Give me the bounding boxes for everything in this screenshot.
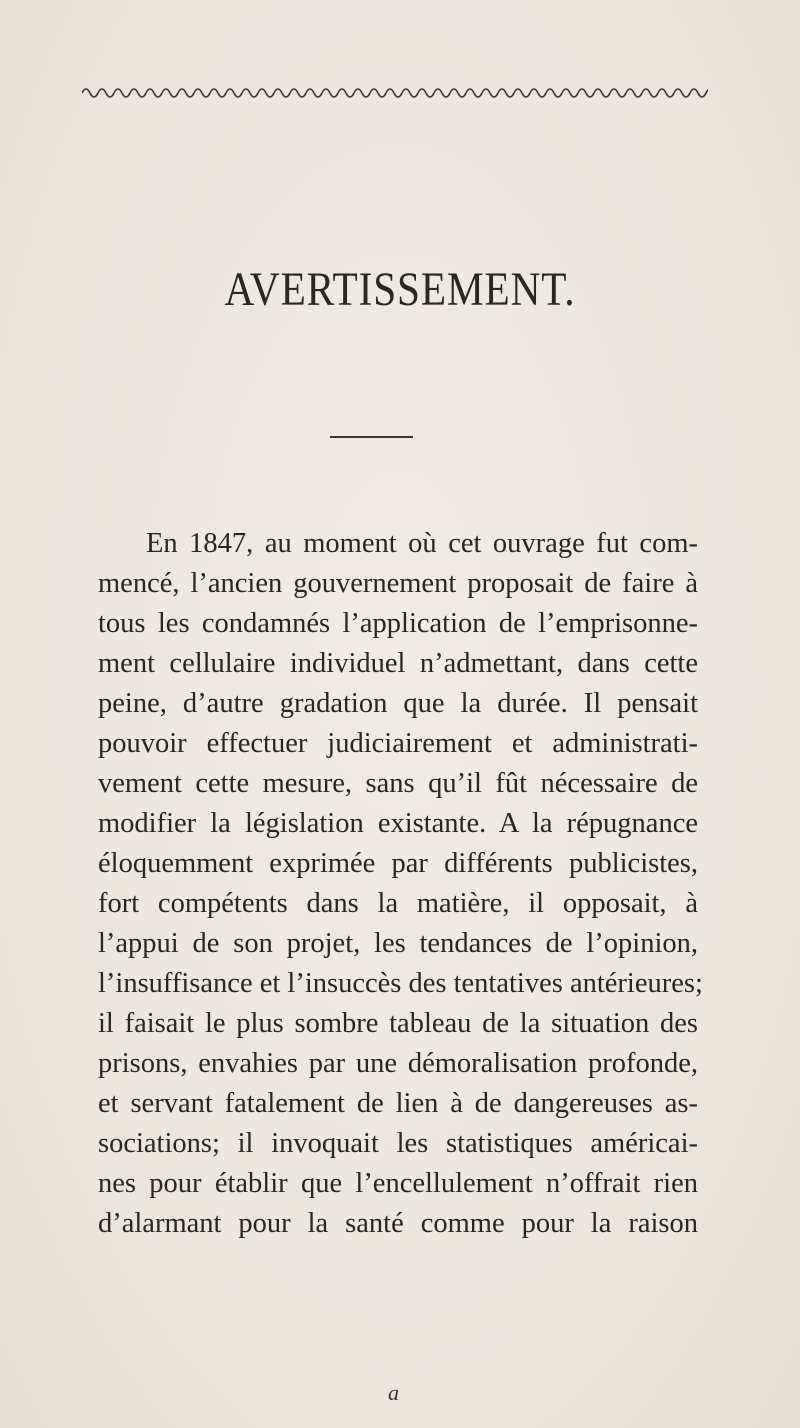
text-line: tous les condamnés l’application de l’emprisonne- — [98, 608, 698, 639]
text-line: vement cette mesure, sans qu’il fût nécessaire de — [98, 768, 698, 799]
text-line: et servant fatalement de lien à de dangereuses as- — [98, 1088, 698, 1119]
text-line: peine, d’autre gradation que la durée. Il pensait — [98, 688, 698, 719]
text-line: fort compétents dans la matière, il opposait, à — [98, 888, 698, 919]
text-line: d’alarmant pour la santé comme pour la raison — [98, 1208, 698, 1239]
title-divider — [330, 436, 413, 438]
text-line: pouvoir effectuer judiciairement et administrati- — [98, 728, 698, 759]
text-line: sociations; il invoquait les statistiques américai- — [98, 1128, 698, 1159]
text-line: En 1847, au moment où cet ouvrage fut com- — [146, 528, 698, 559]
page-title: AVERTISSEMENT. — [224, 263, 576, 316]
text-line: éloquemment exprimée par différents publicistes, — [98, 848, 698, 879]
text-line: ment cellulaire individuel n’admettant, dans cette — [98, 648, 698, 679]
text-line: prisons, envahies par une démoralisation profonde, — [98, 1048, 698, 1079]
text-line: l’appui de son projet, les tendances de l’opinion, — [98, 928, 698, 959]
text-line: mencé, l’ancien gouvernement proposait de faire à — [98, 568, 698, 599]
text-line: il faisait le plus sombre tableau de la situation des — [98, 1008, 698, 1039]
text-line: l’insuffisance et l’insuccès des tentatives antérieures; — [98, 968, 703, 999]
text-line: modifier la législation existante. A la répugnance — [98, 808, 698, 839]
body-paragraph — [98, 524, 703, 1244]
signature-mark: a — [388, 1380, 399, 1405]
wavy-line-ornament — [82, 82, 708, 104]
text-line: nes pour établir que l’encellulement n’offrait rien — [98, 1168, 698, 1199]
